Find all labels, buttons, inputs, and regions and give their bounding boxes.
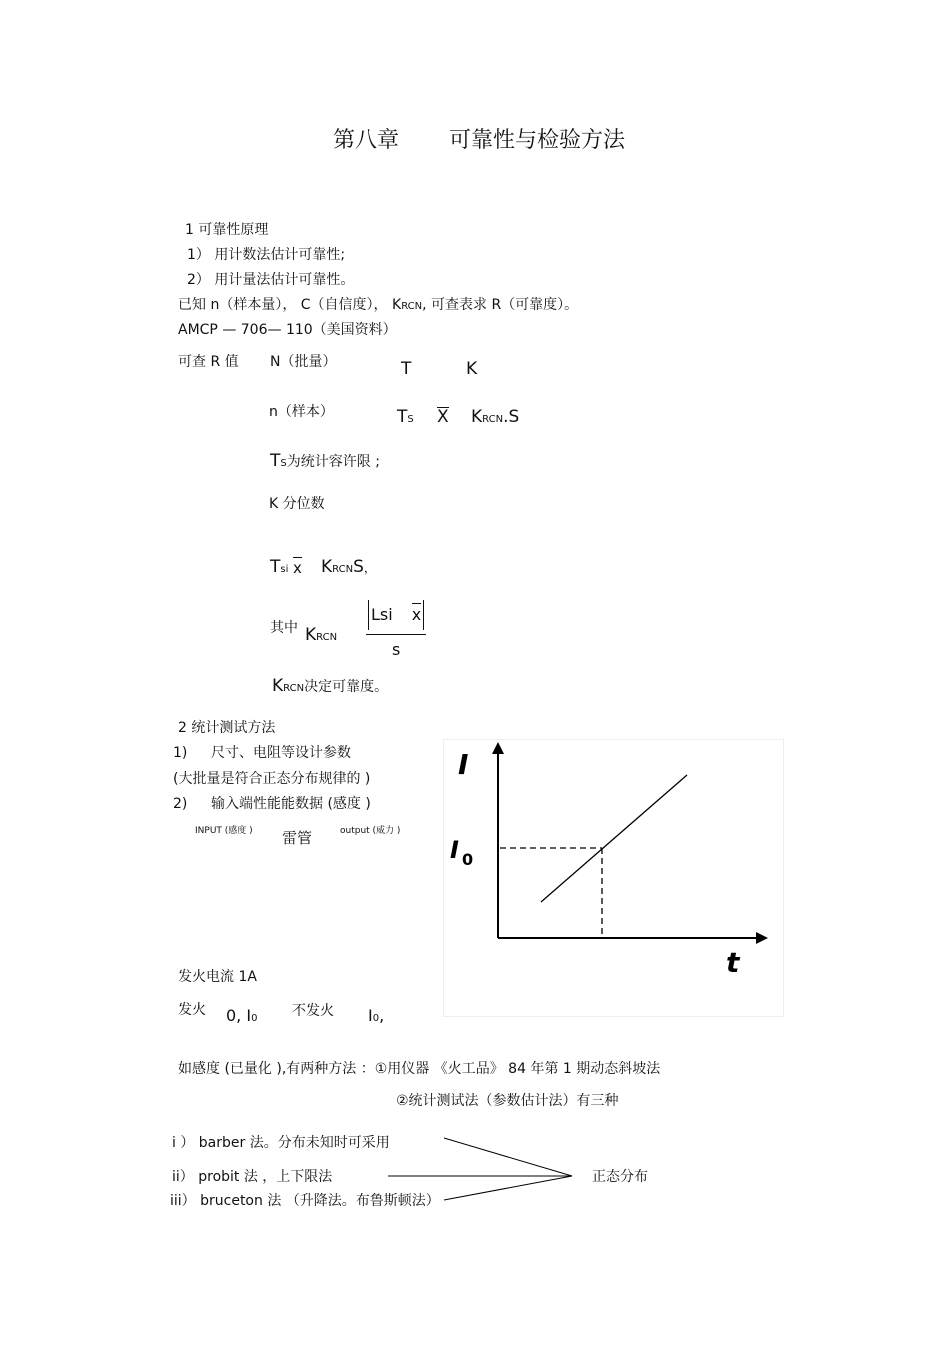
lookup-r-label: 可查 R 值: [178, 354, 239, 370]
section-2-item-2: 输入端性能能数据 (感度 ): [211, 796, 371, 812]
ts-definition: [270, 453, 380, 470]
input-label: INPUT (感度 ): [195, 826, 253, 836]
equation-tsi: [270, 559, 288, 576]
formula-K: K: [466, 359, 478, 379]
y-axis-label: I: [458, 748, 469, 781]
nofire-label: 不发火: [292, 1003, 334, 1019]
known-text-b: , 可查表求 R（可靠度）。: [422, 297, 579, 313]
decide-text: 决定可靠度。: [304, 679, 389, 695]
fire-value-sub: 0: [251, 1013, 258, 1024]
section-2-heading: 2 统计测试方法: [178, 720, 276, 736]
method-2-line: ②统计测试法（参数估计法）有三种: [396, 1093, 619, 1109]
nofire-value: [368, 1008, 384, 1024]
formula-krcn-tail: .S: [503, 407, 520, 427]
normal-distribution-label: 正态分布: [592, 1169, 648, 1185]
threshold-label: I: [450, 836, 459, 864]
formula-krcn: [471, 409, 519, 426]
where-rcn: RCN: [316, 632, 338, 643]
equation-S: S: [353, 557, 364, 577]
where-label: 其中: [270, 620, 298, 636]
fire-value-text: 0, I: [226, 1006, 252, 1025]
known-line: [178, 298, 578, 312]
section-1-item-2: 2） 用计量法估计可靠性。: [187, 272, 355, 288]
decide-rcn: RCN: [283, 683, 305, 694]
formula-Ts: [397, 409, 414, 426]
x-axis-label: t: [726, 946, 740, 979]
sample-label: n（样本）: [269, 404, 334, 420]
equation-x-bar: [293, 561, 302, 576]
equation-krcn-s: [321, 559, 376, 576]
nofire-value-text: I: [368, 1006, 373, 1025]
fire-value: [226, 1008, 257, 1024]
fraction-lsi: Lsi: [371, 605, 393, 624]
ts-definition-sub: S: [280, 458, 287, 469]
methods-line: 如感度 (已量化 ),有两种方法 ：①用仪器 《火工品》 84 年第 1 期动态斜坡法: [178, 1061, 661, 1077]
nofire-value-sub: 0: [372, 1013, 380, 1024]
fraction-x: x: [411, 605, 422, 624]
formula-krcn-K: K: [471, 407, 483, 427]
formula-krcn-sub: RCN: [482, 414, 504, 425]
fraction-numerator: [368, 600, 424, 630]
section-1-item-1: 1） 用计数法估计可靠性;: [187, 247, 346, 263]
y-axis-arrow: [492, 742, 504, 754]
chapter-title: 可靠性与检验方法: [449, 128, 626, 153]
equation-si: si: [280, 564, 289, 575]
formula-Ts-T: T: [397, 407, 408, 427]
output-label: output (威力 ): [340, 826, 401, 836]
equation-T: T: [270, 557, 281, 577]
ts-definition-text: 为统计容许限 ;: [286, 454, 380, 470]
x-axis-arrow: [756, 932, 768, 944]
nofire-comma: ,: [379, 1006, 385, 1025]
chapter-number: 第八章: [333, 128, 400, 153]
amcp-reference: AMCP — 706— 110（美国资料）: [178, 322, 397, 338]
arrow-line-top: [444, 1138, 572, 1176]
detonator-label: 雷管: [282, 829, 313, 847]
where-krcn: [305, 627, 337, 644]
formula-Ts-sub: S: [407, 414, 414, 425]
response-line: [541, 775, 687, 902]
method-ii: ii） probit 法 ，上下限法: [172, 1169, 333, 1185]
method-i: i ） barber 法。分布未知时可采用: [172, 1135, 390, 1151]
where-K: K: [305, 625, 317, 645]
firing-current-chart: [443, 739, 784, 1017]
fraction-bar: [366, 634, 426, 635]
chart-svg: [444, 740, 783, 1016]
methods-arrows: [380, 1130, 590, 1210]
krcn-decides: [272, 678, 388, 695]
method-iii: iii） bruceton 法 （升降法。布鲁斯顿法）: [170, 1193, 440, 1209]
fire-current: 发火电流 1A: [178, 969, 257, 985]
decide-K: K: [272, 676, 284, 696]
threshold-sub: 0: [462, 850, 474, 869]
equation-x: x: [293, 559, 302, 577]
arrow-line-bottom: [444, 1176, 572, 1200]
formula-T: T: [401, 359, 412, 379]
section-2-item-1-num: 1): [173, 745, 188, 761]
section-2-item-1: 尺寸、电阻等设计参数: [211, 745, 351, 761]
fraction-denominator: s: [392, 640, 401, 659]
section-1-heading: 1 可靠性原理: [185, 222, 269, 238]
equation-rcn: RCN: [332, 564, 354, 575]
formula-x-bar: X: [437, 407, 449, 427]
equation-K: K: [321, 557, 333, 577]
ts-definition-T: T: [270, 451, 281, 471]
fire-label: 发火: [178, 1002, 206, 1018]
batch-label: N（批量）: [270, 354, 337, 370]
known-sub: RCN: [401, 301, 423, 312]
section-2-item-2-num: 2): [173, 796, 188, 812]
section-2-item-1-note: (大批量是符合正态分布规律的 ): [173, 771, 371, 787]
k-definition: K 分位数: [269, 496, 325, 512]
known-text-a: 已知 n（样本量）， C（自信度）， K: [178, 297, 402, 313]
equation-comma: ，: [363, 561, 376, 575]
